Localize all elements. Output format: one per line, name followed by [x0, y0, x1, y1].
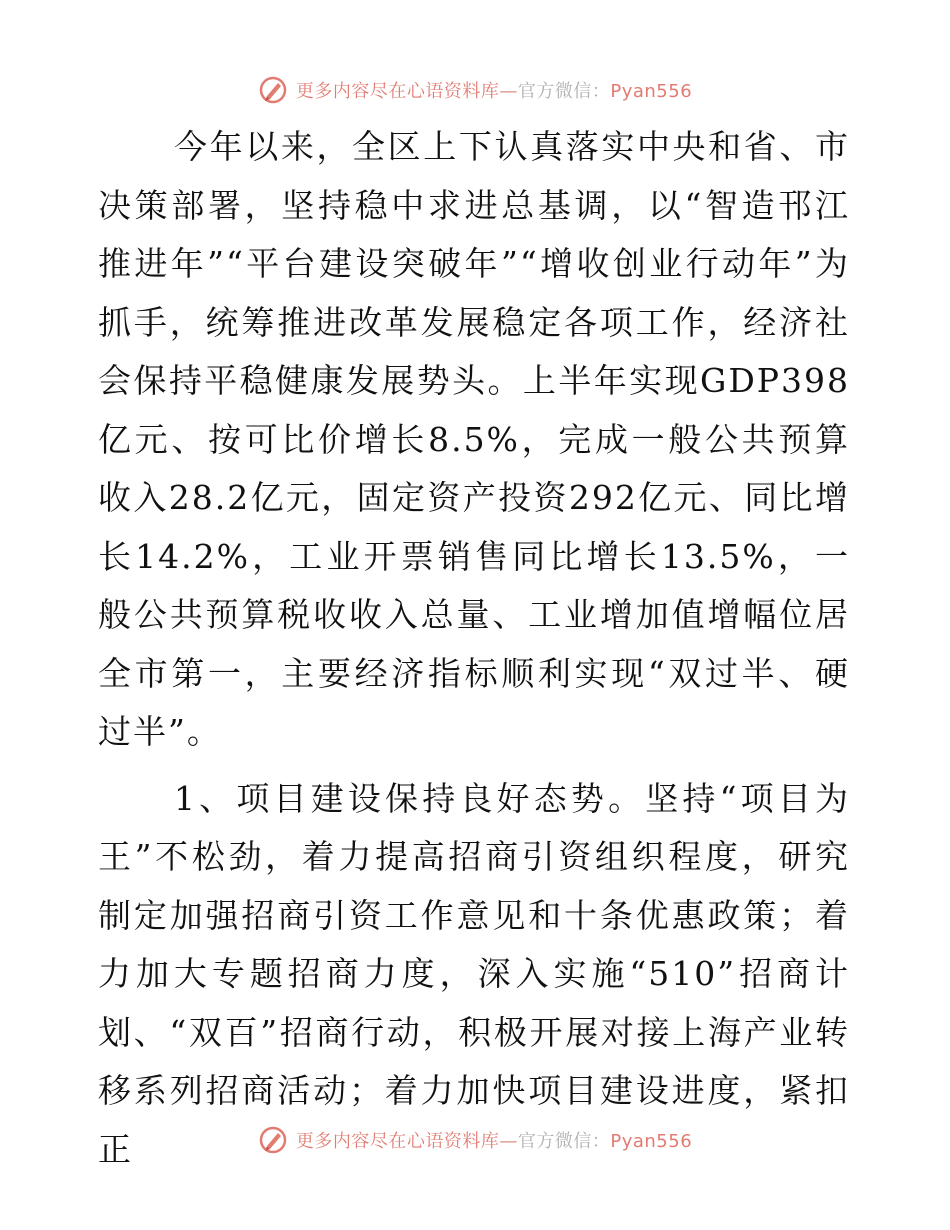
document-body	[98, 118, 850, 1179]
paragraph: 1、项目建设保持良好态势。坚持“项目为王”不松劲，着力提高招商引资组织程度，研究制定加强招商引资工作意见和十条优惠政策；着力加大专题招商力度，深入实施“510”招商计划、“双百”招商行动，积极开展对接上海产业转移系列招商活动；着力加快项目建设进度，紧扣正	[98, 778, 850, 1169]
watermark-text: 更多内容尽在心语资料库—官方微信：Pyan556	[295, 81, 693, 102]
watermark-text: 更多内容尽在心语资料库—官方微信：Pyan556	[295, 1131, 693, 1152]
watermark-header	[0, 70, 950, 110]
paragraph: 今年以来，全区上下认真落实中央和省、市决策部署，坚持稳中求进总基调，以“智造邗江推进年”“平台建设突破年”“增收创业行动年”为抓手，统筹推进改革发展稳定各项工作，经济社会保持平稳健康发展势头。上半年实现GDP398亿元、按可比价增长8.5%，完成一般公共预算收入28.2亿元，固定资产投资292亿元、同比增长14.2%，工业开票销售同比增长13.5%，一般公共预算税收收入总量、工业增加值增幅位居全市第一，主要经济指标顺利实现“双过半、硬过半”。	[98, 127, 850, 751]
pen-logo-icon	[258, 1125, 288, 1155]
pen-logo-icon	[258, 75, 288, 105]
watermark-footer	[0, 1120, 950, 1160]
